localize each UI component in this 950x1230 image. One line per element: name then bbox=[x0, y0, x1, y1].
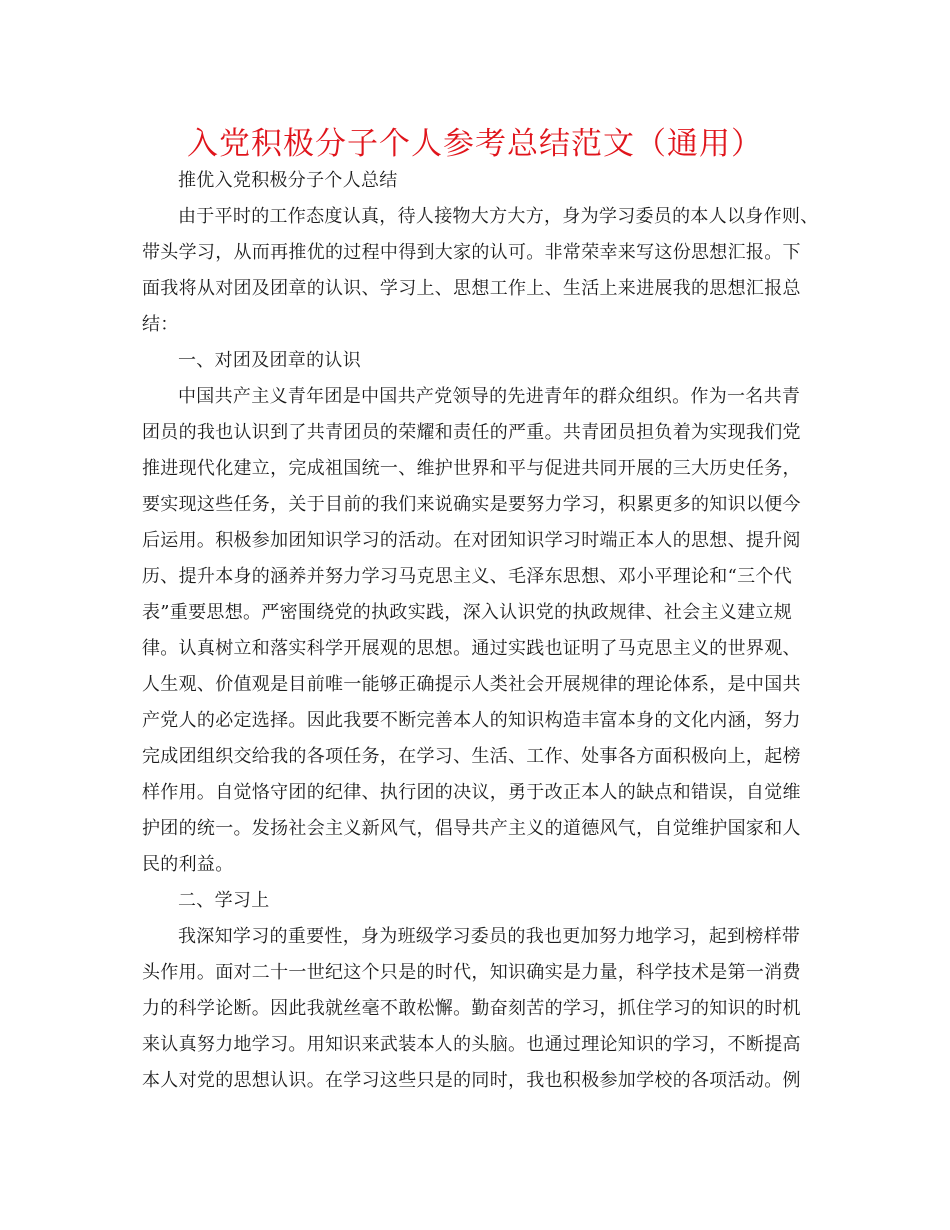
section-heading: 一、对团及团章的认识 bbox=[178, 350, 361, 371]
paragraph-line: 历、提升本身的涵养并努力学习马克思主义、毛泽东思想、邓小平理论和“三个代 bbox=[142, 566, 792, 587]
paragraph-line: 来认真努力地学习。用知识来武装本人的头脑。也通过理论知识的学习，不断提高 bbox=[142, 1034, 801, 1055]
document-title: 入党积极分子个人参考总结范文（通用） bbox=[187, 126, 763, 162]
paragraph-line: 表”重要思想。严密围绕党的执政实践，深入认识党的执政规律、社会主义建立规 bbox=[142, 602, 792, 623]
paragraph-line: 头作用。面对二十一世纪这个只是的时代，知识确实是力量，科学技术是第一消费 bbox=[142, 962, 801, 983]
paragraph-line: 护团的统一。发扬社会主义新风气，倡导共产主义的道德风气，自觉维护国家和人 bbox=[142, 818, 801, 839]
paragraph-line: 我深知学习的重要性，身为班级学习委员的我也更加努力地学习，起到榜样带 bbox=[178, 926, 801, 947]
subtitle-line: 推优入党积极分子个人总结 bbox=[178, 170, 398, 191]
paragraph-line: 带头学习，从而再推优的过程中得到大家的认可。非常荣幸来写这份思想汇报。下 bbox=[142, 242, 801, 263]
paragraph-line: 完成团组织交给我的各项任务，在学习、生活、工作、处事各方面积极向上，起榜 bbox=[142, 746, 801, 767]
paragraph-line: 样作用。自觉恪守团的纪律、执行团的决议，勇于改正本人的缺点和错误，自觉维 bbox=[142, 782, 801, 803]
paragraph-line: 律。认真树立和落实科学开展观的思想。通过实践也证明了马克思主义的世界观、 bbox=[142, 638, 801, 659]
paragraph-line: 团员的我也认识到了共青团员的荣耀和责任的严重。共青团员担负着为实现我们党 bbox=[142, 422, 801, 443]
paragraph-line: 力的科学论断。因此我就丝毫不敢松懈。勤奋刻苦的学习，抓住学习的知识的时机 bbox=[142, 998, 801, 1019]
paragraph-line: 人生观、价值观是目前唯一能够正确提示人类社会开展规律的理论体系，是中国共 bbox=[142, 674, 801, 695]
paragraph-line: 民的利益。 bbox=[142, 854, 234, 875]
paragraph-line: 本人对党的思想认识。在学习这些只是的同时，我也积极参加学校的各项活动。例 bbox=[142, 1070, 801, 1091]
section-heading: 二、学习上 bbox=[178, 890, 270, 911]
paragraph-line: 中国共产主义青年团是中国共产党领导的先进青年的群众组织。作为一名共青 bbox=[178, 386, 801, 407]
paragraph-line: 面我将从对团及团章的认识、学习上、思想工作上、生活上来进展我的思想汇报总 bbox=[142, 278, 801, 299]
paragraph-line: 由于平时的工作态度认真，待人接物大方大方，身为学习委员的本人以身作则、 bbox=[178, 206, 819, 227]
paragraph-line: 要实现这些任务，关于目前的我们来说确实是要努力学习，积累更多的知识以便今 bbox=[142, 494, 801, 515]
paragraph-line: 推进现代化建立，完成祖国统一、维护世界和平与促进共同开展的三大历史任务， bbox=[142, 458, 801, 479]
paragraph-line: 后运用。积极参加团知识学习的活动。在对团知识学习时端正本人的思想、提升阅 bbox=[142, 530, 801, 551]
paragraph-line: 产党人的必定选择。因此我要不断完善本人的知识构造丰富本身的文化内涵，努力 bbox=[142, 710, 801, 731]
paragraph-line: 结： bbox=[142, 314, 179, 335]
